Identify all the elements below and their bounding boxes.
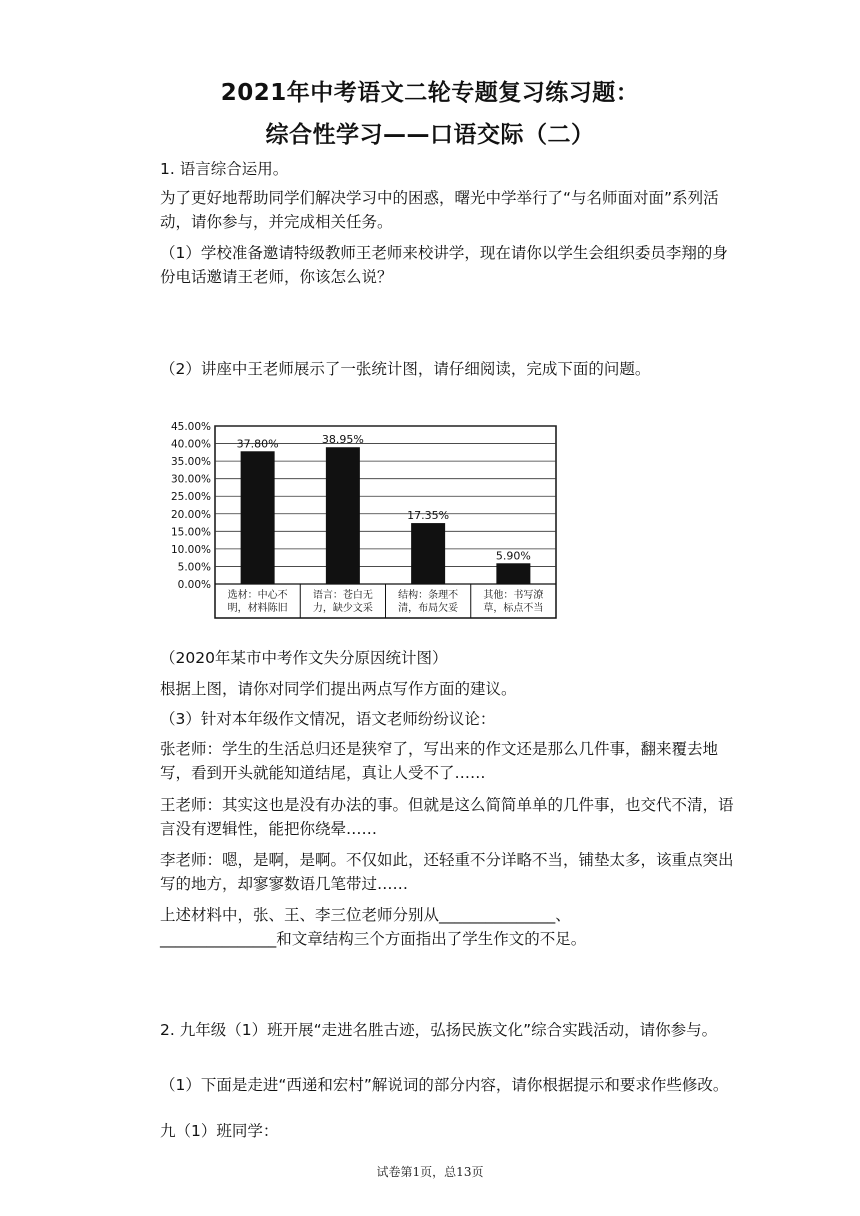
question-1-heading: 1. 语言综合运用。 (160, 160, 289, 178)
page-subtitle: 综合性学习——口语交际（二） (265, 122, 595, 148)
y-tick-label: 15.00% (170, 526, 211, 539)
y-tick-label: 45.00% (170, 421, 211, 433)
chart-caption: （2020年某市中考作文失分原因统计图） (160, 649, 448, 667)
y-tick-label: 30.00% (170, 473, 211, 486)
data-label: 5.90% (495, 549, 531, 563)
bar (411, 523, 445, 584)
category-label: 其他：书写潦 (483, 590, 544, 601)
category-label: 清，布局欠妥 (398, 603, 459, 614)
category-label: 语言：苍白无 (312, 590, 373, 601)
y-tick-label: 25.00% (170, 491, 211, 504)
teacher-zhang-comment: 张老师：学生的生活总归还是狭窄了，写出来的作文还是那么几件事，翻来覆去地写，看到开头就能知道结尾，真让人受不了…… (160, 740, 719, 782)
data-label: 17.35% (407, 509, 450, 523)
question-1-intro: 为了更好地帮助同学们解决学习中的困惑，曙光中学举行了“与名师面对面”系列活动，请你参与，并完成相关任务。 (160, 189, 719, 231)
bar (241, 451, 275, 584)
category-label: 结构：条理不 (398, 590, 459, 601)
bar (496, 563, 530, 584)
category-label: 明，材料陈旧 (227, 603, 288, 614)
page-footer: 试卷第1页，总13页 (376, 1165, 484, 1179)
question-1-sub-3: （3）针对本年级作文情况，语文老师纷纷议论： (160, 710, 496, 728)
question-2-greeting: 九（1）班同学： (160, 1122, 279, 1140)
question-1-sub-1: （1）学校准备邀请特级教师王老师来校讲学，现在请你以学生会组织委员李翔的身份电话邀请王老师，你该怎么说？ (160, 244, 728, 286)
question-1-sub-3-task-line-2: _______________和文章结构三个方面指出了学生作文的不足。 (160, 930, 587, 948)
question-1-sub-2: （2）讲座中王老师展示了一张统计图，请仔细阅读，完成下面的问题。 (160, 360, 651, 378)
question-1-sub-2-task: 根据上图，请你对同学们提出两点写作方面的建议。 (160, 680, 517, 698)
y-tick-label: 5.00% (177, 561, 211, 574)
y-tick-label: 35.00% (170, 456, 211, 469)
teacher-wang-comment: 王老师：其实这也是没有办法的事。但就是这么简简单单的几件事，也交代不清，语言没有逻辑性，能把你绕晕…… (160, 796, 734, 838)
y-tick-label: 20.00% (170, 508, 211, 521)
category-label: 草，标点不当 (483, 603, 544, 614)
category-label: 力，缺少文采 (312, 603, 373, 614)
y-tick-label: 40.00% (170, 438, 211, 451)
bar-chart (160, 412, 560, 622)
question-1-sub-3-task-line-1: 上述材料中，张、王、李三位老师分别从_______________、 (160, 906, 571, 924)
bar (326, 447, 360, 584)
question-2-heading: 2. 九年级（1）班开展“走进名胜古迹，弘扬民族文化”综合实践活动，请你参与。 (160, 1021, 718, 1039)
y-tick-label: 0.00% (177, 579, 211, 591)
data-label: 37.80% (236, 437, 279, 451)
category-label: 选材：中心不 (227, 590, 288, 601)
page-title: 2021年中考语文二轮专题复习练习题： (220, 80, 640, 106)
y-tick-label: 10.00% (170, 543, 211, 556)
teacher-li-comment: 李老师：嗯，是啊，是啊。不仅如此，还轻重不分详略不当，铺垫太多，该重点突出写的地方，却寥寥数语几笔带过…… (160, 851, 734, 893)
question-2-sub-1: （1）下面是走进“西递和宏村”解说词的部分内容，请你根据提示和要求作些修改。 (160, 1076, 729, 1094)
data-label: 38.95% (321, 433, 364, 447)
